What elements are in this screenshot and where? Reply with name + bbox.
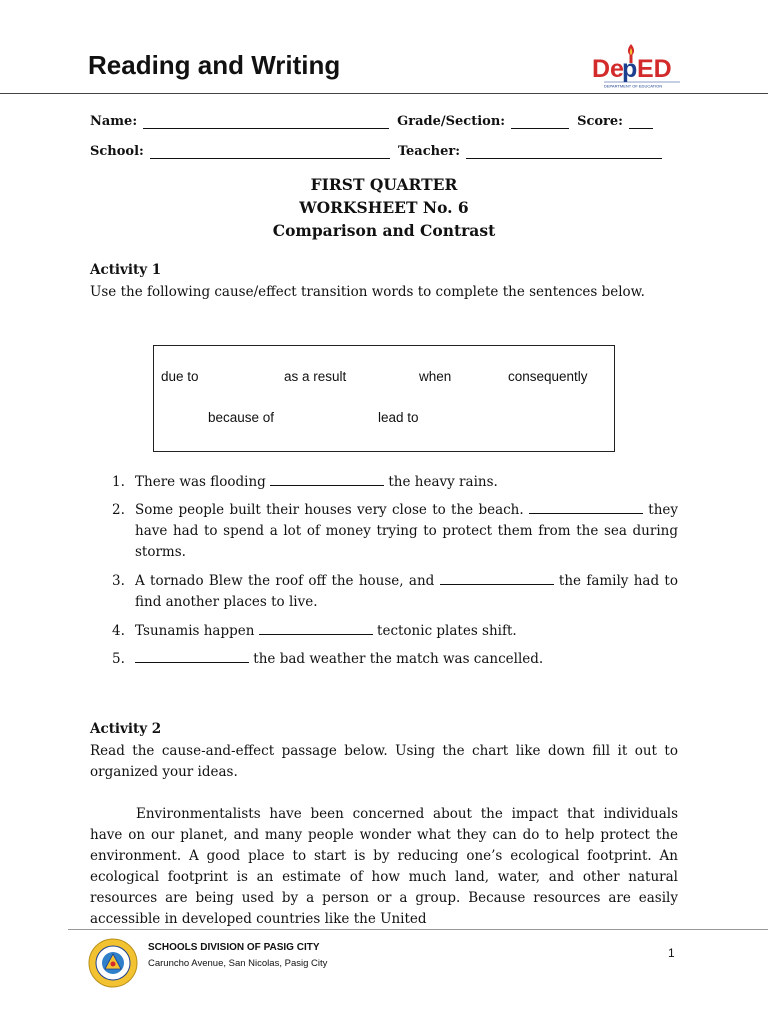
header-divider [0,93,768,94]
division-address: Caruncho Avenue, San Nicolas, Pasig City [148,958,328,969]
svg-text:De: De [592,55,624,83]
answer-blank[interactable] [259,623,373,635]
grade-section-label: Grade/Section: [397,114,506,129]
document-title: Reading and Writing [88,50,341,80]
teacher-label: Teacher: [397,144,461,159]
svg-text:ED: ED [637,55,672,83]
school-label: School: [90,144,144,159]
word-bank-item: lead to [378,410,419,425]
answer-blank[interactable] [135,651,249,663]
score-label: Score: [577,114,623,129]
school-info-row [90,144,670,159]
answer-blank[interactable] [270,474,384,486]
division-name: SCHOOLS DIVISION OF PASIG CITY [148,942,320,953]
word-bank-item: due to [161,369,199,384]
quarter-heading: FIRST QUARTER [310,175,458,194]
activity1-instructions: Use the following cause/effect transition words to complete the sentences below. [90,284,645,300]
word-bank-item: because of [208,410,275,425]
word-bank-item: when [419,369,452,384]
score-field[interactable] [629,115,653,129]
page-number: 1 [668,946,675,960]
list-item: 3. A tornado Blew the roof off the house, and the family had to find another places to live. [112,573,678,610]
list-item: 2. Some people built their houses very close to the beach. they have had to spend a lot of money trying to protect them from the sea during storms. [112,502,678,560]
footer-divider [68,929,768,930]
list-item: 1. There was flooding the heavy rains. [112,474,498,490]
grade-section-field[interactable] [511,115,569,129]
answer-blank[interactable] [529,502,643,514]
school-field[interactable] [150,145,390,159]
teacher-field[interactable] [466,145,662,159]
activity2-title: Activity 2 [90,721,162,737]
deped-logo-subtext: DEPARTMENT OF EDUCATION [604,83,663,89]
passage-text: Environmentalists have been concerned about the impact that individuals have on our planet, and many people wonder what they can do to help protect the environment. A good place to start is by reducing one’s ecological footprint. An ecological footprint is an estimate of how much land, water, and other natural resources are being used by a person or a group. Because resources are easily accessible in developed countries like the United [90,806,678,927]
worksheet-heading: WORKSHEET No. 6 [299,198,469,217]
list-item: 4. Tsunamis happen tectonic plates shift. [112,623,517,639]
activity1-title: Activity 1 [90,262,162,278]
topic-heading: Comparison and Contrast [272,221,496,240]
word-bank-item: as a result [284,369,347,384]
deped-logo-icon [590,42,690,90]
name-label: Name: [90,114,138,129]
answer-blank[interactable] [440,573,554,585]
word-bank-item: consequently [508,369,588,384]
list-item: 5. the bad weather the match was cancelled. [112,651,544,667]
svg-text:p: p [622,55,638,83]
transition-word-box [153,345,615,452]
name-field[interactable] [143,115,389,129]
pasig-division-seal-icon [88,938,138,988]
activity2-instructions: Read the cause-and-effect passage below. Using the chart like down fill it out to organized your ideas. [90,743,678,780]
student-info-row [90,114,661,129]
